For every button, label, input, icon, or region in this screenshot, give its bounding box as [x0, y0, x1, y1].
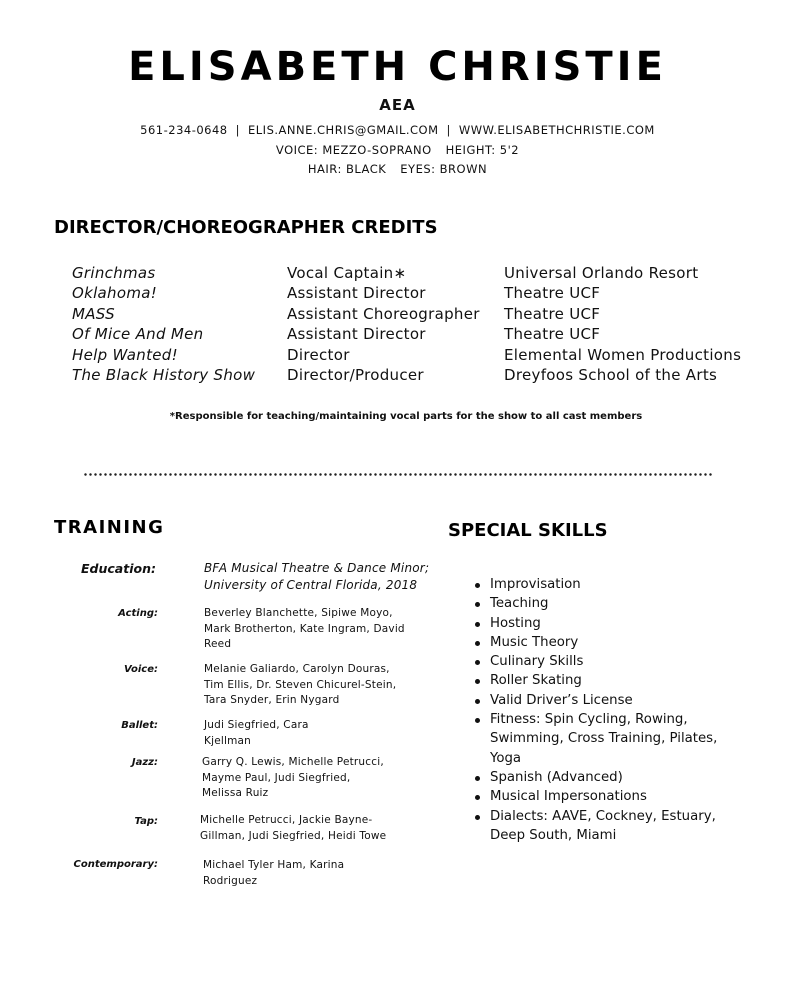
credit-role: Assistant Choreographer — [287, 304, 480, 323]
contemporary-label: Contemporary: — [73, 859, 158, 870]
email-address: ELIS.ANNE.CHRIS@GMAIL.COM — [248, 123, 439, 137]
credit-venue: Universal Orlando Resort — [504, 264, 699, 282]
hair-eyes-line — [0, 162, 795, 176]
teacher-line: Gillman, Judi Siegfried, Heidi Towe — [200, 829, 387, 842]
voice-teachers — [204, 662, 396, 709]
credit-venue: Dreyfoos School of the Arts — [504, 365, 718, 384]
teacher-line: Garry Q. Lewis, Michelle Petrucci, — [202, 756, 384, 768]
credit-role: Director/Producer — [287, 365, 424, 384]
teacher-line: Rodriguez — [203, 874, 258, 887]
credit-show: MASS — [72, 304, 115, 323]
contact-line — [0, 123, 795, 137]
skill-item: Roller Skating — [472, 671, 772, 690]
skill-item: Improvisation — [472, 575, 772, 594]
credit-row — [72, 263, 772, 283]
website: WWW.ELISABETHCHRISTIE.COM — [458, 123, 655, 137]
skill-item: Music Theory — [472, 633, 772, 652]
dotted-divider — [83, 473, 713, 476]
credit-show: Grinchmas — [72, 264, 156, 282]
teacher-line: Kjellman — [204, 734, 252, 747]
voice-label: Voice: — [123, 664, 158, 675]
credit-show: Help Wanted! — [72, 345, 178, 364]
teacher-line: Reed — [204, 638, 232, 650]
credit-venue: Theatre UCF — [504, 284, 601, 303]
hair-color: HAIR: BLACK — [307, 162, 387, 176]
skill-item: Valid Driver’s License — [472, 691, 772, 710]
teacher-line: Melanie Galiardo, Carolyn Douras, — [204, 663, 390, 675]
teacher-line: Judi Siegfried, Cara — [204, 719, 309, 731]
teacher-line: Melissa Ruiz — [202, 787, 269, 799]
teacher-line: Mayme Paul, Judi Siegfried, — [202, 771, 351, 784]
credit-venue: Theatre UCF — [504, 304, 601, 323]
skill-item: Musical Impersonations — [472, 787, 772, 806]
credit-show: Oklahoma! — [72, 284, 158, 303]
credits-footnote: *Responsible for teaching/maintaining vocal parts for the show to all cast members — [169, 411, 643, 422]
voice-type: VOICE: MEZZO-SOPRANO — [275, 143, 432, 157]
credit-row — [72, 324, 772, 344]
teacher-line: Beverley Blanchette, Sipiwe Moyo, — [204, 607, 393, 619]
credits-heading: DIRECTOR/CHOREOGRAPHER CREDITS — [54, 217, 438, 238]
credit-row — [72, 304, 772, 324]
separator: | — [446, 123, 451, 137]
credit-venue: Theatre UCF — [504, 325, 601, 344]
credit-role: Assistant Director — [287, 284, 426, 303]
contemporary-teachers — [203, 858, 344, 889]
skill-item: Teaching — [472, 594, 772, 613]
teacher-line: Tara Snyder, Erin Nygard — [204, 694, 340, 706]
phone-number: 561-234-0648 — [140, 123, 228, 137]
resume-name: ELISABETH CHRISTIE — [128, 44, 667, 90]
acting-label: Acting: — [118, 608, 158, 619]
tap-label: Tap: — [134, 816, 158, 827]
tap-teachers — [200, 813, 386, 844]
credit-venue: Elemental Women Productions — [504, 345, 742, 364]
education-text — [204, 560, 429, 594]
teacher-line: Michael Tyler Ham, Karina — [203, 859, 345, 871]
jazz-teachers — [202, 755, 384, 802]
jazz-label: Jazz: — [131, 757, 158, 768]
teacher-line: Michelle Petrucci, Jackie Bayne- — [200, 814, 373, 826]
teacher-line: Mark Brotherton, Kate Ingram, David — [204, 622, 405, 635]
credits-table — [72, 263, 772, 385]
education-label: Education: — [81, 561, 156, 576]
education-line: University of Central Florida, 2018 — [204, 578, 418, 592]
teacher-line: Tim Ellis, Dr. Steven Chicurel-Stein, — [204, 678, 397, 691]
credit-show: Of Mice And Men — [72, 325, 204, 344]
training-heading: TRAINING — [54, 517, 165, 538]
ballet-teachers — [204, 718, 309, 749]
eye-color: EYES: BROWN — [400, 162, 488, 176]
union-affiliation: AEA — [379, 96, 416, 114]
skills-list — [472, 575, 772, 845]
ballet-label: Ballet: — [121, 720, 158, 731]
credit-role: Vocal Captain∗ — [287, 264, 407, 282]
separator: | — [235, 123, 240, 137]
acting-teachers — [204, 606, 405, 653]
skill-item: Culinary Skills — [472, 652, 772, 671]
credit-row — [72, 365, 772, 385]
skills-heading: SPECIAL SKILLS — [448, 520, 608, 541]
credit-row — [72, 345, 772, 365]
skill-item: Hosting — [472, 614, 772, 633]
voice-height-line — [0, 143, 795, 157]
education-line: BFA Musical Theatre & Dance Minor; — [204, 561, 430, 575]
credit-role: Assistant Director — [287, 325, 426, 344]
skill-item: Fitness: Spin Cycling, Rowing, Swimming, Cross Training, Pilates, Yoga — [472, 710, 720, 768]
skill-item: Dialects: AAVE, Cockney, Estuary, Deep South, Miami — [472, 807, 730, 846]
height: HEIGHT: 5'2 — [445, 143, 520, 157]
skill-item: Spanish (Advanced) — [472, 768, 772, 787]
credit-show: The Black History Show — [72, 365, 256, 384]
credit-role: Director — [287, 345, 350, 364]
credit-row — [72, 283, 772, 303]
